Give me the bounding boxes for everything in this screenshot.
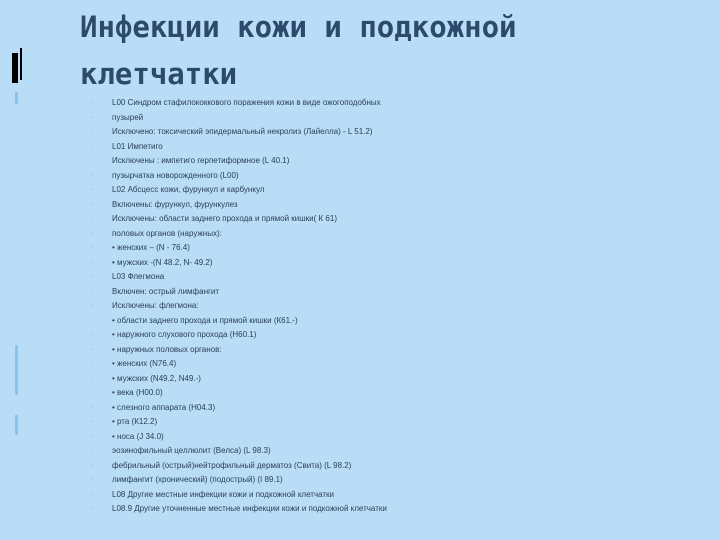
bullet-icon: ◦ <box>90 375 93 382</box>
bullet-icon: ◦ <box>90 361 93 367</box>
list-item-text: • слезного аппарата (Н04.3) <box>112 402 216 412</box>
list-item <box>90 444 690 459</box>
bullet-icon: ◦ <box>90 477 93 483</box>
list-item-text: L02 Абсцесс кожи, фурункул и карбункул <box>112 185 265 194</box>
list-item-text: пузырей <box>112 112 144 122</box>
list-item-text: • женских – (N - 76.4) <box>112 243 190 252</box>
bullet-icon: ◦ <box>90 462 93 469</box>
list-item <box>90 140 690 155</box>
list-item-text: пузырчатка новорожденного (L00) <box>112 170 239 180</box>
list-item <box>90 125 690 140</box>
list-item <box>90 372 690 387</box>
list-item <box>90 415 690 430</box>
bullet-icon: ◦ <box>90 259 93 266</box>
bullet-icon: ◦ <box>90 143 93 150</box>
list-item-text: Исключены : импетиго герпетиформное (L 40.1) <box>112 156 290 165</box>
bullet-icon: ◦ <box>90 245 93 251</box>
decorative-line <box>15 415 18 435</box>
list-item-text: • женских (N76.4) <box>112 359 177 368</box>
list-item <box>90 154 690 169</box>
bullet-icon: ◦ <box>90 172 93 179</box>
list-item <box>90 299 690 314</box>
list-item-text: L03 Флегмона <box>112 272 165 281</box>
bullet-icon: ◦ <box>90 230 93 237</box>
bullet-icon: ◦ <box>90 187 93 193</box>
list-item-text: половых органов (наружных): <box>112 228 222 238</box>
list-item <box>90 430 690 445</box>
content-list <box>90 96 690 517</box>
decorative-bar <box>12 53 18 83</box>
bullet-icon: ◦ <box>90 433 93 440</box>
bullet-icon: ◦ <box>90 216 93 222</box>
bullet-icon: ◦ <box>90 317 93 324</box>
bullet-icon: ◦ <box>90 419 93 425</box>
list-item-text: • мужских -(N 48.2, N- 49.2) <box>112 257 213 267</box>
bullet-icon: ◦ <box>90 288 93 295</box>
list-item <box>90 328 690 343</box>
list-item <box>90 227 690 242</box>
list-item-text: Исключены: области заднего прохода и прямой кишки( К 61) <box>112 214 337 223</box>
list-item-text: лимфангит (хронический) (подострый) (I 89.1) <box>112 475 283 484</box>
bullet-icon: ◦ <box>90 390 93 396</box>
list-item-text: • наружных половых органов: <box>112 344 222 354</box>
list-item <box>90 241 690 256</box>
decorative-bar <box>20 48 22 80</box>
list-item-text: L00 Синдром стафилококкового поражения кожи в виде ожогоподобных <box>112 98 381 107</box>
bullet-icon: ◦ <box>90 303 93 309</box>
bullet-icon: ◦ <box>90 404 93 411</box>
list-item-text: • мужских (N49.2, N49.-) <box>112 373 201 383</box>
bullet-icon: ◦ <box>90 332 93 338</box>
list-item <box>90 343 690 358</box>
list-item <box>90 401 690 416</box>
list-item <box>90 169 690 184</box>
list-item-text: фебрильный (острый)нейтрофильный дерматоз (Свита) (L 98.2) <box>112 460 352 470</box>
bullet-icon: ◦ <box>90 491 93 498</box>
list-item <box>90 459 690 474</box>
list-item-text: • носа (J 34.0) <box>112 431 164 441</box>
list-item <box>90 285 690 300</box>
list-item-text: L08 Другие местные инфекции кожи и подкожной клетчатки <box>112 489 335 499</box>
title-line-1: Инфекции кожи и подкожной <box>80 10 517 44</box>
bullet-icon: ◦ <box>90 201 93 208</box>
title-line-2: клетчатки <box>80 57 238 91</box>
list-item <box>90 488 690 503</box>
list-item-text: • рта (К12.2) <box>112 417 158 426</box>
list-item-text: L01 Импетиго <box>112 141 163 151</box>
list-item <box>90 386 690 401</box>
list-item-text: Включен: острый лимфангит <box>112 286 220 296</box>
list-item <box>90 198 690 213</box>
list-item <box>90 357 690 372</box>
list-item-text: Исключено: токсический эпидермальный некролиз (Лайелла) - L 51.2) <box>112 127 373 136</box>
list-item-text: • области заднего прохода и прямой кишки (К61.-) <box>112 315 298 325</box>
decorative-line <box>15 92 18 104</box>
list-item <box>90 256 690 271</box>
bullet-icon: ◦ <box>90 274 93 280</box>
bullet-icon: ◦ <box>90 114 93 121</box>
bullet-icon: ◦ <box>90 100 93 106</box>
list-item <box>90 502 690 517</box>
bullet-icon: ◦ <box>90 506 93 512</box>
list-item-text: L08.9 Другие уточненные местные инфекции кожи и подкожной клетчатки <box>112 504 387 513</box>
list-item <box>90 111 690 126</box>
list-item <box>90 183 690 198</box>
list-item <box>90 96 690 111</box>
slide-title <box>80 4 680 98</box>
list-item-text: • века (Н00.0) <box>112 388 163 397</box>
list-item-text: Исключены: флегмона: <box>112 301 199 310</box>
bullet-icon: ◦ <box>90 346 93 353</box>
list-item <box>90 473 690 488</box>
bullet-icon: ◦ <box>90 129 93 135</box>
decorative-line <box>15 345 18 395</box>
bullet-icon: ◦ <box>90 158 93 164</box>
list-item <box>90 212 690 227</box>
bullet-icon: ◦ <box>90 448 93 454</box>
list-item <box>90 270 690 285</box>
list-item-text: Включены: фурункул, фурункулез <box>112 199 238 209</box>
list-item-text: эозинофильный целлюлит (Велса) (L 98.3) <box>112 446 271 455</box>
list-item-text: • наружного слухового прохода (Н60.1) <box>112 330 257 339</box>
list-item <box>90 314 690 329</box>
